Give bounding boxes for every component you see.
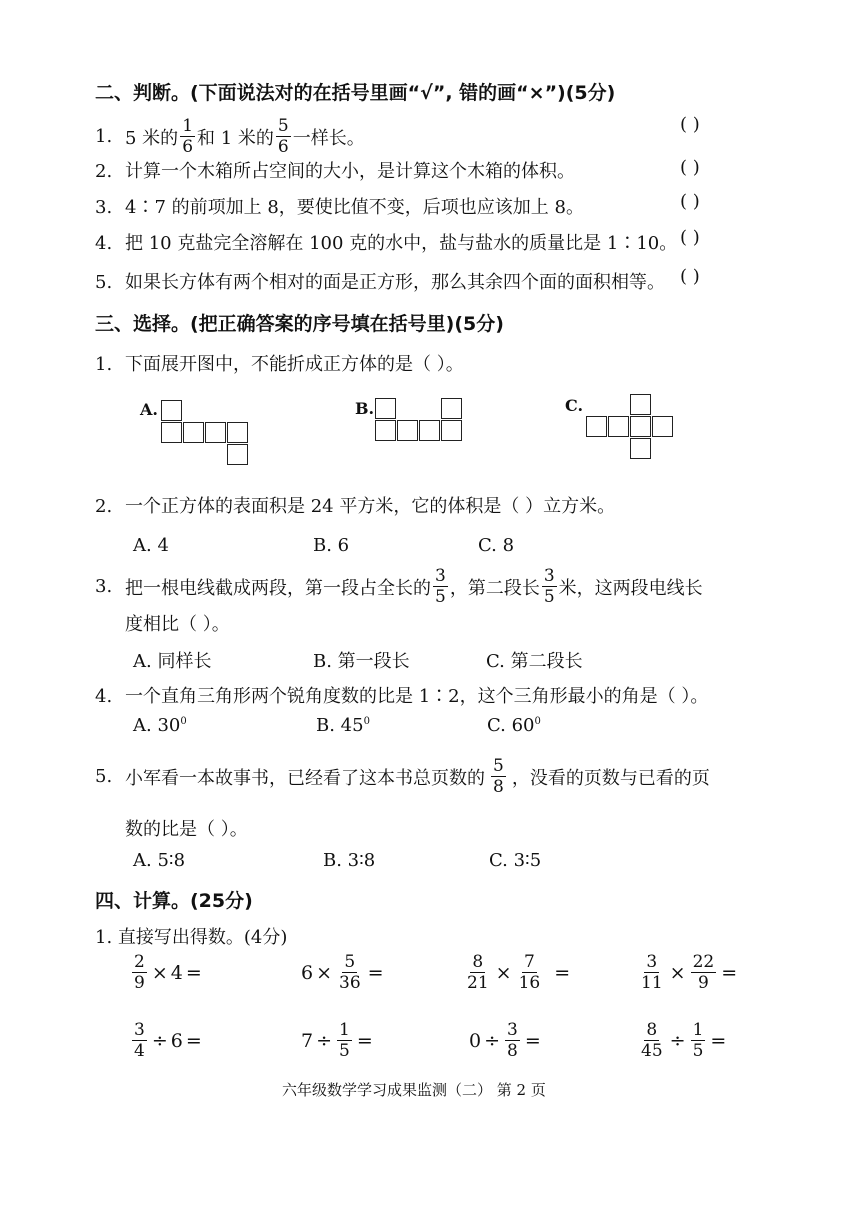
q4-option-a[interactable]: A. $30^0$	[133, 715, 187, 736]
item-text: 5 米的	[125, 127, 179, 149]
calc-2-4: $\frac{8}{45}$ ÷ $\frac{1}{5}$ =	[641, 1020, 727, 1061]
choice-q2: 2. 一个正方体的表面积是 24 平方米，它的体积是（ ）立方米。	[95, 496, 616, 517]
q3-option-a[interactable]: A. 同样长	[133, 651, 212, 672]
section4-title: 四、计算。(25分)	[95, 890, 253, 912]
calc-1-4: $\frac{3}{11}$ × $\frac{22}{9}$ =	[641, 952, 738, 993]
choice-q3: 3. 把一根电线截成两段，第一段占全长的 $\frac{3}{5}$ ，第二段长 $\frac{3}{5}$ 米，这两段电线长	[95, 566, 703, 607]
page-footer: 六年级数学学习成果监测（二） 第 2 页	[282, 1081, 546, 1099]
fraction: $\frac{3}{5}$	[543, 566, 555, 607]
q5-option-b[interactable]: B. 3∶8	[323, 850, 376, 871]
q5-option-a[interactable]: A. 5∶8	[133, 850, 186, 871]
fraction: $\frac{3}{5}$	[435, 566, 446, 607]
answer-paren-5[interactable]: ( )	[680, 266, 700, 287]
calc-sub1-title: 1. 直接写出得数。(4分)	[95, 927, 288, 948]
judge-item-4: 4. 把 10 克盐完全溶解在 100 克的水中，盐与盐水的质量比是 1∶10。	[95, 233, 678, 254]
q3-option-c[interactable]: C. 第二段长	[486, 651, 583, 672]
calc-1-2: 6 × $\frac{5}{36}$ =	[301, 952, 384, 993]
choice-q5: 5. 小军看一本故事书，已经看了这本书总页数的 $\frac{5}{8}$ ，没看的页数与已看的页	[95, 756, 710, 797]
net-c-label: C.	[565, 396, 584, 415]
judge-item-1	[95, 116, 365, 157]
fraction: $\frac{5}{8}$	[493, 756, 504, 797]
answer-paren-2[interactable]: ( )	[680, 157, 700, 178]
fraction: $\frac{5}{6}$	[277, 116, 289, 157]
net-b-label: B.	[355, 399, 375, 418]
answer-paren-1[interactable]: ( )	[680, 114, 700, 135]
calc-2-2: 7 ÷ $\frac{1}{5}$ =	[301, 1020, 373, 1061]
judge-item-3: 3. 4∶7 的前项加上 8，要使比值不变，后项也应该加上 8。	[95, 197, 584, 218]
calc-2-1: $\frac{3}{4}$ ÷ 6 =	[134, 1020, 202, 1061]
judge-item-5: 5. 如果长方体有两个相对的面是正方形，那么其余四个面的面积相等。	[95, 272, 665, 293]
section2-title: 二、判断。(下面说法对的在括号里画“√”, 错的画“×”)(5分)	[95, 82, 616, 104]
q4-option-b[interactable]: B. $45^0$	[316, 715, 370, 736]
section3-title: 三、选择。(把正确答案的序号填在括号里)(5分)	[95, 313, 504, 335]
answer-paren-4[interactable]: ( )	[680, 227, 700, 248]
item-text: 和 1 米的	[197, 127, 274, 149]
item-number: 1.	[95, 126, 113, 147]
q5-line2: 数的比是（ ）。	[125, 819, 248, 840]
net-a-label: A.	[140, 400, 158, 419]
fraction: $\frac{1}{6}$	[182, 116, 194, 157]
q3-option-b[interactable]: B. 第一段长	[313, 651, 410, 672]
calc-1-3: $\frac{8}{21}$ × $\frac{7}{16}$ =	[467, 952, 571, 993]
q5-option-c[interactable]: C. 3∶5	[489, 850, 542, 871]
choice-q1: 1. 下面展开图中，不能折成正方体的是（ ）。	[95, 354, 464, 375]
judge-item-2: 2. 计算一个木箱所占空间的大小，是计算这个木箱的体积。	[95, 161, 575, 182]
q3-line2: 度相比（ ）。	[125, 614, 230, 635]
q2-option-b[interactable]: B. 6	[313, 535, 350, 556]
answer-paren-3[interactable]: ( )	[680, 191, 700, 212]
q4-option-c[interactable]: C. $60^0$	[487, 715, 541, 736]
q2-option-a[interactable]: A. 4	[133, 535, 169, 556]
choice-q4: 4. 一个直角三角形两个锐角度数的比是 1∶2，这个三角形最小的角是（ ）。	[95, 686, 709, 707]
item-text: 一样长。	[292, 127, 365, 149]
q2-option-c[interactable]: C. 8	[478, 535, 515, 556]
calc-2-3: 0 ÷ $\frac{3}{8}$ =	[469, 1020, 541, 1061]
calc-1-1: $\frac{2}{9}$ × 4 =	[134, 952, 202, 993]
